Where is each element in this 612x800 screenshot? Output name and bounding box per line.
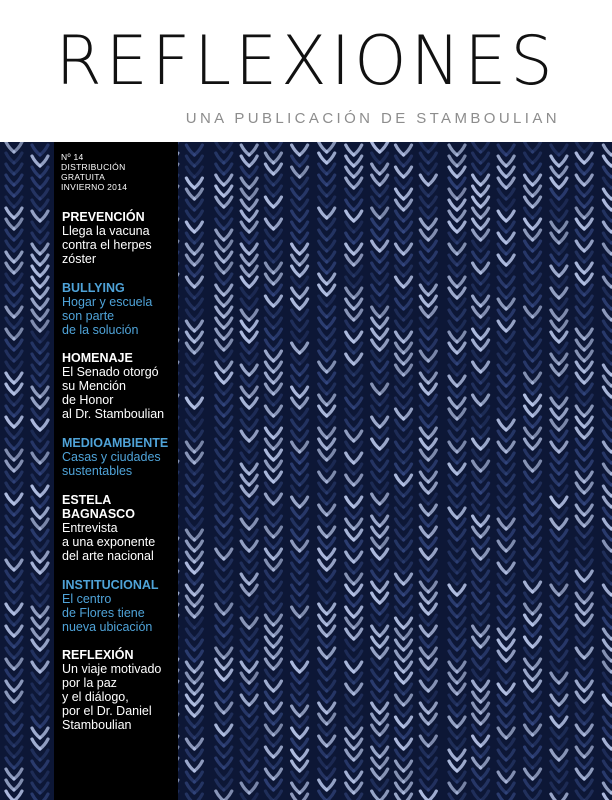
story-prevencion[interactable] (62, 210, 178, 266)
story-headline-line: contra el herpes (62, 238, 152, 252)
story-headline-line: sustentables (62, 464, 133, 478)
issue-info (61, 152, 127, 192)
story-headline-line: Entrevista (62, 521, 118, 535)
story-estela-bagnasco[interactable] (62, 493, 178, 563)
story-category: BAGNASCO (62, 507, 135, 521)
story-category: INSTITUCIONAL (62, 578, 159, 592)
story-category: BULLYING (62, 281, 125, 295)
masthead (0, 0, 612, 142)
story-category: MEDIOAMBIENTE (62, 436, 169, 450)
story-homenaje[interactable] (62, 351, 178, 421)
story-reflexion[interactable] (62, 648, 178, 732)
story-category: ESTELA (62, 493, 112, 507)
story-headline-line: Llega la vacuna (62, 224, 150, 238)
contents-sidebar (54, 142, 178, 800)
story-headline-line: Stamboulian (62, 718, 132, 732)
story-institucional[interactable] (62, 578, 178, 634)
story-bullying[interactable] (62, 281, 178, 337)
story-headline-line: de Honor (62, 393, 114, 407)
story-headline-line: su Mención (62, 379, 126, 393)
story-headline-line: nueva ubicación (62, 620, 153, 634)
story-medioambiente[interactable] (62, 436, 178, 478)
story-headline-line: del arte nacional (62, 549, 154, 563)
distribution-line-2: GRATUITA (61, 172, 106, 182)
magazine-subtitle: UNA PUBLICACIÓN DE STAMBOULIAN (185, 110, 560, 127)
story-headline-line: Hogar y escuela (62, 295, 153, 309)
story-headline-line: y el diálogo, (62, 690, 129, 704)
story-headline-line: El centro (62, 592, 112, 606)
story-headline-line: zóster (62, 252, 97, 266)
distribution-line-1: DISTRIBUCIÓN (61, 162, 126, 172)
issue-season: INVIERNO 2014 (61, 182, 128, 192)
story-headline-line: al Dr. Stamboulian (62, 407, 165, 421)
story-category: REFLEXIÓN (62, 648, 134, 662)
story-headline-line: El Senado otorgó (62, 365, 159, 379)
story-headline-line: son parte (62, 309, 115, 323)
issue-number: Nº 14 (61, 152, 84, 162)
story-headline-line: por el Dr. Daniel (62, 704, 152, 718)
story-category: HOMENAJE (62, 351, 133, 365)
story-headline-line: Un viaje motivado (62, 662, 162, 676)
story-headline-line: Casas y ciudades (62, 450, 161, 464)
story-headline-line: de la solución (62, 323, 139, 337)
story-headline-line: de Flores tiene (62, 606, 145, 620)
magazine-title: REFLEXIONES (55, 22, 557, 101)
story-category: PREVENCIÓN (62, 210, 145, 224)
story-headline-line: por la paz (62, 676, 117, 690)
story-headline-line: a una exponente (62, 535, 156, 549)
